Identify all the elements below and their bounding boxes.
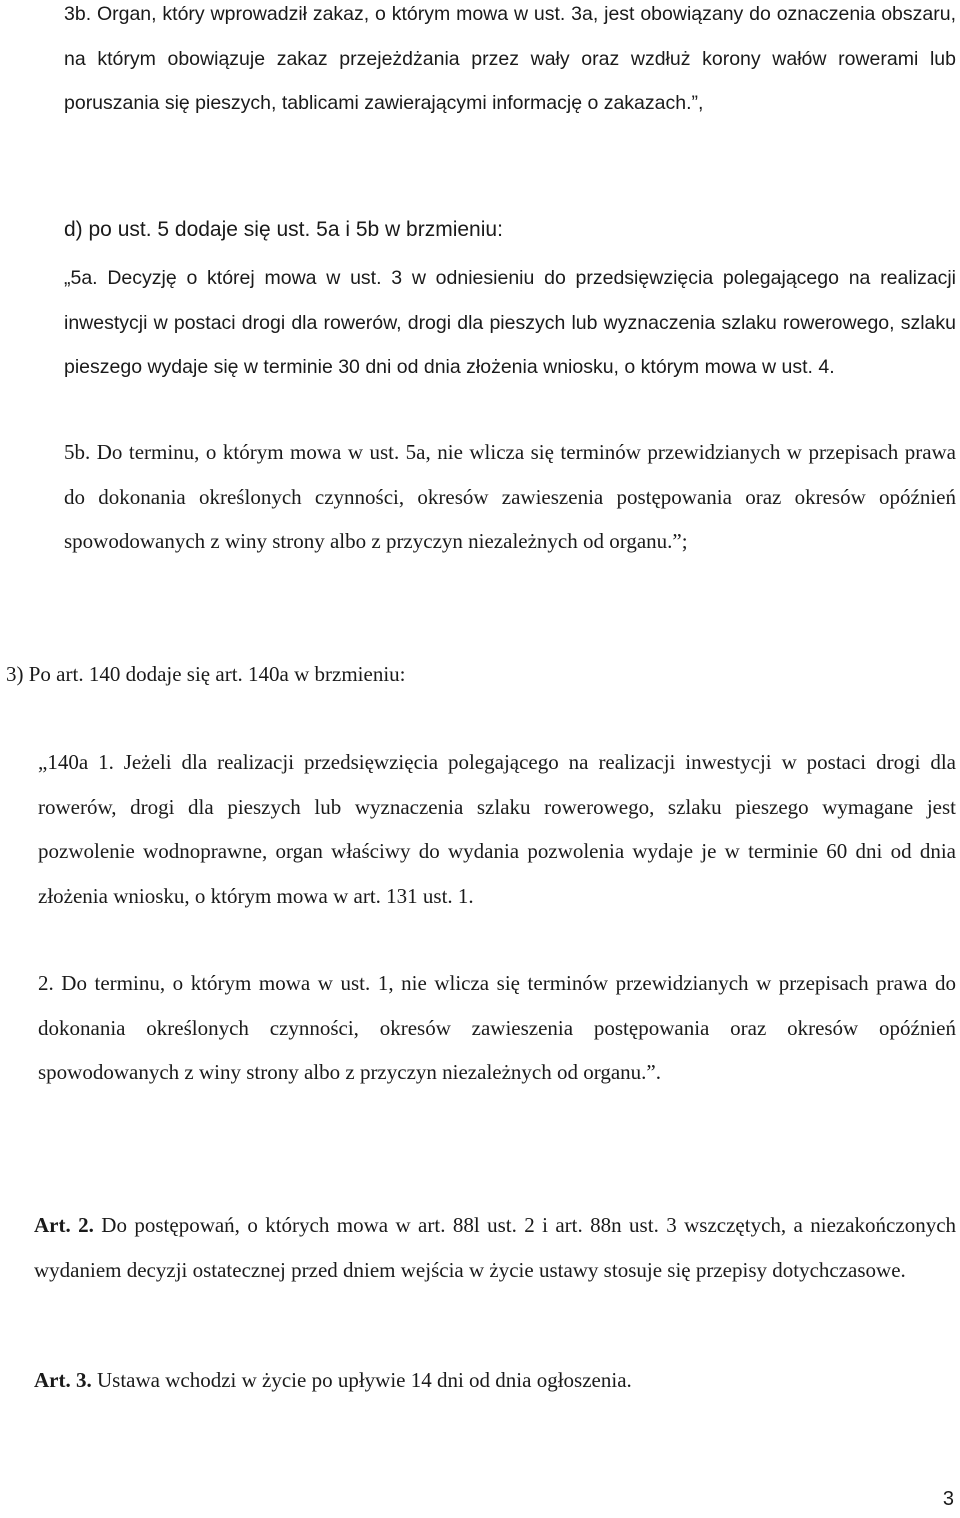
page-number: 3 xyxy=(942,1488,954,1510)
article-2-text: Do postępowań, o których mowa w art. 88l ust. 2 i art. 88n ust. 3 wszczętych, a niezakończonych wydaniem decyzji ostatecznej przed dniem wejścia w życie ustawy stosuje się przepisy dotychczasowe. xyxy=(34,1213,957,1282)
article-2-label: Art. 2. xyxy=(34,1213,94,1237)
article-3 xyxy=(34,1368,632,1393)
article-3-text: Ustawa wchodzi w życie po upływie 14 dni od dnia ogłoszenia. xyxy=(96,1368,632,1392)
amendment-d-intro: d) po ust. 5 dodaje się ust. 5a i 5b w brzmieniu: xyxy=(64,218,503,241)
article-3-label: Art. 3. xyxy=(34,1368,92,1392)
paragraph-140a-1: „140a 1. Jeżeli dla realizacji przedsięwzięcia polegającego na realizacji inwestycji w postaci drogi dla rowerów, drogi dla pieszych lub wyznaczenia szlaku rowerowego, szlaku pieszego wymagane jest pozwolenie wodnoprawne, organ właściwy do wydania pozwolenia wydaje je w terminie 60 dni od dnia złożenia wniosku, o którym mowa w art. 131 ust. 1. xyxy=(38,750,956,908)
paragraph-5a: „5a. Decyzję o której mowa w ust. 3 w odniesieniu do przedsięwzięcia polegającego na realizacji inwestycji w postaci drogi dla rowerów, drogi dla pieszych lub wyznaczenia szlaku rowerowego, szlaku pieszego wydaje się w terminie 30 dni od dnia złożenia wniosku, o którym mowa w ust. 4. xyxy=(64,267,956,378)
article-2 xyxy=(34,1203,956,1292)
paragraph-140a-2: 2. Do terminu, o którym mowa w ust. 1, nie wlicza się terminów przewidzianych w przepisach prawa do dokonania określonych czynności, okresów zawieszenia postępowania oraz okresów opóźnień spowodowanych z winy strony albo z przyczyn niezależnych od organu.”. xyxy=(38,971,956,1084)
amendment-item-3: 3) Po art. 140 dodaje się art. 140a w brzmieniu: xyxy=(6,662,406,686)
paragraph-3b: 3b. Organ, który wprowadził zakaz, o którym mowa w ust. 3a, jest obowiązany do oznaczenia obszaru, na którym obowiązuje zakaz przejeżdżania przez wały oraz wzdłuż korony wałów rowerami lub poruszania się pieszych, tablicami zawierającymi informację o zakazach.”, xyxy=(64,3,956,114)
paragraph-5b: 5b. Do terminu, o którym mowa w ust. 5a, nie wlicza się terminów przewidzianych w przepisach prawa do dokonania określonych czynności, okresów zawieszenia postępowania oraz okresów opóźnień spowodowanych z winy strony albo z przyczyn niezależnych od organu.”; xyxy=(64,440,956,553)
